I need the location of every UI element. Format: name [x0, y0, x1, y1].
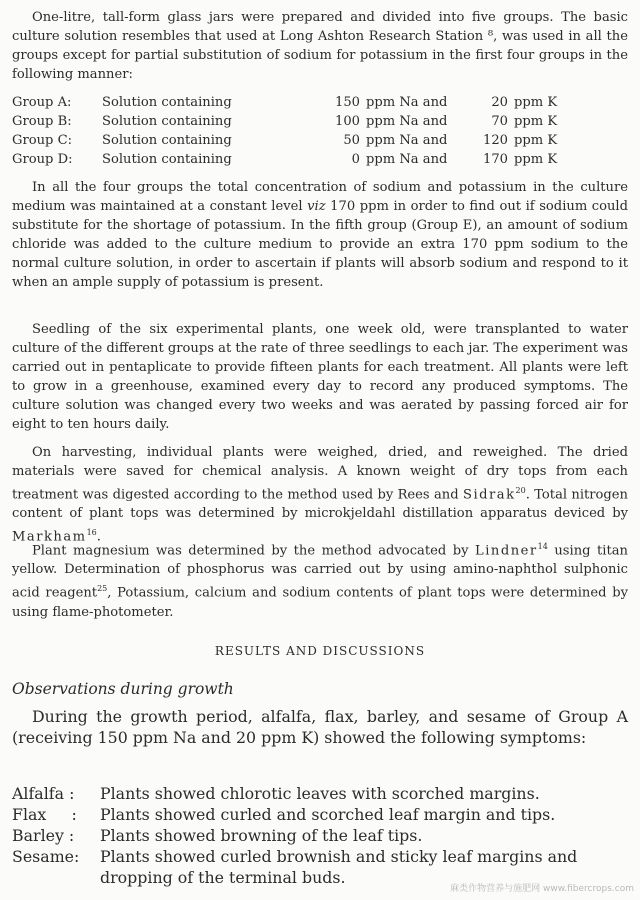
group-mid: ppm Na and [366, 95, 448, 110]
symptom-list [12, 783, 628, 888]
reference-marker: 16 [86, 528, 97, 538]
group-desc: Solution containing [102, 95, 232, 110]
group-mid: ppm Na and [366, 114, 448, 129]
potassium-value: 120 [483, 133, 508, 148]
group-mid: ppm Na and [366, 133, 448, 148]
group-row [12, 112, 628, 131]
viz-abbreviation: viz [307, 199, 326, 214]
author-lindner: Lindner [475, 543, 538, 559]
group-desc: Solution containing [102, 114, 232, 129]
paragraph-harvesting [12, 443, 628, 547]
paragraph-harvesting-text-3: . [96, 529, 101, 545]
potassium-unit: ppm K [514, 114, 558, 129]
sodium-value: 100 [335, 114, 360, 129]
paragraph-concentration [12, 178, 628, 292]
group-desc: Solution containing [102, 152, 232, 167]
group-row [12, 93, 628, 112]
section-title: RESULTS AND DISCUSSIONS [214, 644, 426, 658]
subsection-title: Observations during growth [12, 680, 234, 698]
paragraph-concentration-text-1: In all the four groups the total concentration of sodium and potassium in the culture medium was maintained at a constant level [12, 180, 628, 214]
paragraph-growth: During the growth period, alfalfa, flax, barley, and sesame of Group A (receiving 150 ppm Na and 20 ppm K) showed the following symptoms: [12, 707, 628, 747]
symptom-text: Plants showed curled and scorched leaf margin and tips. [100, 805, 556, 824]
group-desc: Solution containing [102, 133, 232, 148]
potassium-value: 20 [491, 95, 508, 110]
reference-marker: 14 [537, 542, 548, 551]
symptom-row [12, 783, 628, 804]
symptom-row [12, 804, 628, 825]
group-mid: ppm Na and [366, 152, 448, 167]
group-label: Group A: [12, 95, 72, 110]
paragraph-seedlings: Seedling of the six experimental plants, one week old, were transplanted to water culture of the different groups at the rate of three seedlings to each jar. The experiment was carried out in pentaplicate to provide fifteen plants for each treatment. All plants were left to grow in a greenhouse, examined every day to record any produced symptoms. The culture solution was changed every two weeks and was aerated by passing forced air for eight to ten hours daily. [12, 322, 628, 432]
potassium-unit: ppm K [514, 152, 558, 167]
symptom-row [12, 825, 628, 846]
symptom-text: Plants showed browning of the leaf tips. [100, 826, 423, 845]
paragraph-magnesium-text-3: , Potassium, calcium and sodium contents of plant tops were determined by using flame-photometer. [12, 585, 628, 620]
author-sidrak: Sidrak [462, 487, 516, 503]
group-list [12, 93, 628, 169]
sodium-value: 150 [335, 95, 360, 110]
group-row [12, 150, 628, 169]
potassium-value: 170 [483, 152, 508, 167]
symptom-text: Plants showed curled brownish and sticky leaf margins and dropping of the terminal buds. [100, 847, 578, 887]
potassium-unit: ppm K [514, 95, 558, 110]
sodium-value: 50 [343, 133, 360, 148]
paragraph-intro: One-litre, tall-form glass jars were prepared and divided into five groups. The basic culture solution resembles that used at Long Ashton Research Station ⁸, was used in all the groups except for partial substitution of sodium for potassium in the first four groups in the following manner: [12, 10, 628, 82]
potassium-value: 70 [491, 114, 508, 129]
watermark: 麻类作物营养与施肥网 www.fibercrops.com [450, 884, 634, 894]
paragraph-harvesting-text-1: On harvesting, individual plants were weighed, dried, and reweighed. The dried materials were saved for chemical analysis. A known weight of dry tops from each treatment was digested according to the method used by Rees and [12, 445, 628, 503]
paragraph-concentration-text-2: 170 ppm in order to find out if sodium could substitute for the shortage of potassium. In the fifth group (Group E), an amount of sodium chloride was added to the culture medium to provide an extra 170 ppm sodium to the normal culture solution, in order to ascertain if plants will absorb sodium and respond to it when an ample supply of potassium is present. [12, 199, 628, 290]
potassium-unit: ppm K [514, 133, 558, 148]
sodium-value: 0 [351, 152, 360, 167]
author-markham: Markham [12, 529, 87, 545]
plant-name: Alfalfa : [12, 784, 75, 803]
group-label: Group D: [12, 152, 73, 167]
reference-marker: 20 [515, 486, 526, 495]
paragraph-harvesting-text-2: . Total nitrogen content of plant tops was determined by microkjeldahl distillation apparatus deviced by [12, 487, 628, 522]
paragraph-magnesium-text-2: using titan yellow. Determination of phosphorus was carried out by using amino-naphthol sulphonic acid reagent [12, 543, 628, 601]
paragraph-magnesium [12, 537, 628, 622]
group-label: Group B: [12, 114, 72, 129]
reference-marker: 25 [97, 584, 108, 594]
paragraph-magnesium-text-1: Plant magnesium was determined by the method advocated by [32, 543, 469, 559]
group-row [12, 131, 628, 150]
plant-name: Flax : [12, 805, 77, 824]
plant-name: Sesame: [12, 847, 80, 866]
symptom-text: Plants showed chlorotic leaves with scorched margins. [100, 784, 540, 803]
plant-name: Barley : [12, 826, 75, 845]
group-label: Group C: [12, 133, 73, 148]
